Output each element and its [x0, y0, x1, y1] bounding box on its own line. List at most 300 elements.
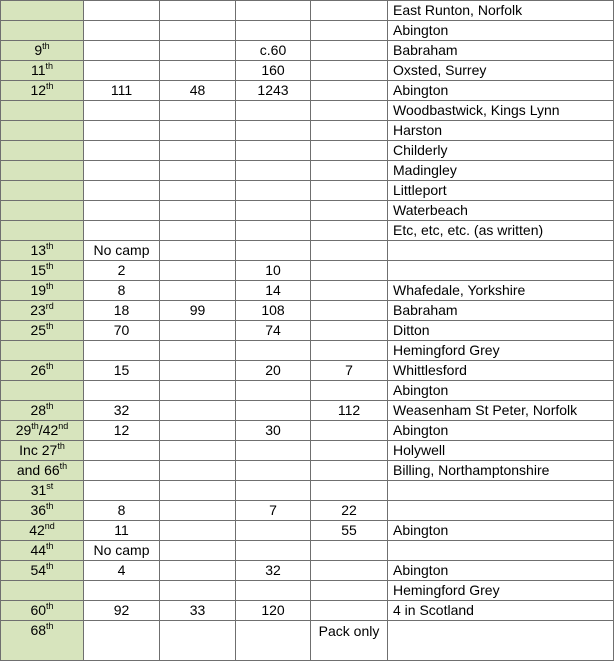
count-cell-3 — [236, 141, 311, 161]
place-name: Billing, Northamptonshire — [393, 462, 550, 478]
day-cell — [1, 221, 84, 241]
day-cell — [1, 421, 84, 441]
day-cell — [1, 141, 84, 161]
day-cell — [1, 201, 84, 221]
place-cell — [388, 541, 614, 561]
cell-value: 4 — [117, 562, 126, 578]
count-cell-4 — [311, 581, 388, 601]
count-cell-2 — [160, 581, 236, 601]
count-cell-4 — [311, 361, 388, 381]
cell-value: 160 — [261, 62, 285, 78]
cell-value: 32 — [265, 562, 281, 578]
day-cell — [1, 161, 84, 181]
count-cell-3 — [236, 521, 311, 541]
day-number: 29 — [15, 422, 32, 438]
cell-value: 108 — [261, 302, 285, 318]
cell-value: 92 — [113, 602, 130, 618]
table-row — [1, 241, 614, 261]
count-cell-2 — [160, 501, 236, 521]
place-cell — [388, 381, 614, 401]
cell-value: 1243 — [257, 82, 289, 98]
place-cell — [388, 161, 614, 181]
count-cell-1 — [84, 561, 160, 581]
count-cell-1 — [84, 541, 160, 561]
count-cell-3 — [236, 181, 311, 201]
ordinal-suffix: th — [45, 61, 54, 71]
place-cell — [388, 41, 614, 61]
day-cell — [1, 541, 84, 561]
day-number: /42 — [38, 422, 59, 438]
cell-value: 7 — [345, 362, 353, 378]
table-row — [1, 461, 614, 481]
count-cell-4 — [311, 521, 388, 541]
day-number: 28 — [30, 402, 47, 418]
day-cell — [1, 401, 84, 421]
place-name: Abington — [393, 522, 449, 538]
count-cell-2 — [160, 441, 236, 461]
place-cell — [388, 421, 614, 441]
place-cell — [388, 121, 614, 141]
count-cell-3 — [236, 261, 311, 281]
ordinal-suffix: th — [59, 461, 68, 471]
day-cell — [1, 121, 84, 141]
count-cell-4 — [311, 301, 388, 321]
count-cell-1 — [84, 521, 160, 541]
place-name: Whittlesford — [393, 362, 467, 378]
table-row — [1, 61, 614, 81]
place-name: Babraham — [393, 302, 458, 318]
count-cell-3 — [236, 1, 311, 21]
count-cell-1 — [84, 61, 160, 81]
cell-value: 12 — [113, 422, 130, 438]
cell-value: 2 — [117, 262, 126, 278]
count-cell-1 — [84, 201, 160, 221]
place-name: Etc, etc, etc. (as written) — [393, 222, 544, 238]
place-cell — [388, 1, 614, 21]
count-cell-1 — [84, 461, 160, 481]
count-cell-2 — [160, 261, 236, 281]
table-row — [1, 261, 614, 281]
cell-value: 99 — [189, 302, 206, 318]
place-name: Abington — [393, 562, 449, 578]
table-row — [1, 581, 614, 601]
count-cell-4 — [311, 621, 388, 661]
day-number: 60 — [30, 602, 47, 618]
place-name: Abington — [393, 382, 449, 398]
ordinal-suffix: th — [46, 541, 54, 551]
table-row — [1, 101, 614, 121]
place-cell — [388, 181, 614, 201]
cell-value: 8 — [117, 282, 126, 298]
count-cell-2 — [160, 221, 236, 241]
cell-value: 11 — [114, 522, 129, 538]
day-cell — [1, 101, 84, 121]
cell-value: 111 — [110, 82, 133, 98]
ordinal-suffix: rd — [45, 301, 54, 311]
place-cell — [388, 361, 614, 381]
cell-value: 14 — [265, 282, 281, 298]
ordinal-suffix: th — [46, 361, 54, 371]
count-cell-3 — [236, 481, 311, 501]
cell-value: 7 — [269, 502, 277, 518]
ordinal-suffix: nd — [44, 521, 55, 531]
count-cell-2 — [160, 321, 236, 341]
count-cell-2 — [160, 461, 236, 481]
cell-value: 8 — [117, 502, 126, 518]
place-cell — [388, 501, 614, 521]
count-cell-1 — [84, 81, 160, 101]
count-cell-4 — [311, 141, 388, 161]
count-cell-2 — [160, 301, 236, 321]
place-name: Waterbeach — [393, 202, 468, 218]
ordinal-suffix: th — [46, 81, 54, 91]
place-cell — [388, 401, 614, 421]
count-cell-2 — [160, 521, 236, 541]
count-cell-4 — [311, 461, 388, 481]
place-cell — [388, 321, 614, 341]
count-cell-2 — [160, 81, 236, 101]
count-cell-1 — [84, 321, 160, 341]
day-number: 12 — [30, 82, 47, 98]
place-cell — [388, 21, 614, 41]
count-cell-1 — [84, 261, 160, 281]
day-cell — [1, 241, 84, 261]
count-cell-2 — [160, 161, 236, 181]
place-name: Woodbastwick, Kings Lynn — [393, 102, 560, 118]
day-cell — [1, 521, 84, 541]
count-cell-3 — [236, 241, 311, 261]
count-cell-4 — [311, 1, 388, 21]
count-cell-4 — [311, 61, 388, 81]
day-cell — [1, 621, 84, 661]
table-row — [1, 281, 614, 301]
table-row — [1, 541, 614, 561]
count-cell-2 — [160, 121, 236, 141]
ordinal-suffix: nd — [58, 421, 69, 431]
cell-value: 112 — [337, 402, 361, 418]
day-number: 9 — [34, 42, 43, 58]
count-cell-1 — [84, 481, 160, 501]
count-cell-1 — [84, 41, 160, 61]
day-cell — [1, 501, 84, 521]
day-number: 23 — [30, 302, 46, 318]
day-cell — [1, 261, 84, 281]
day-cell — [1, 481, 84, 501]
place-name: Abington — [393, 82, 449, 98]
count-cell-2 — [160, 541, 236, 561]
place-name: Holywell — [393, 442, 446, 458]
count-cell-2 — [160, 101, 236, 121]
count-cell-3 — [236, 461, 311, 481]
count-cell-1 — [84, 1, 160, 21]
table-row — [1, 421, 614, 441]
table-row — [1, 181, 614, 201]
cell-value: 120 — [261, 602, 285, 618]
count-cell-2 — [160, 1, 236, 21]
day-cell — [1, 341, 84, 361]
ordinal-suffix: th — [46, 261, 54, 271]
place-cell — [388, 561, 614, 581]
cell-value: 10 — [265, 262, 281, 278]
place-cell — [388, 441, 614, 461]
table-row — [1, 341, 614, 361]
count-cell-1 — [84, 221, 160, 241]
count-cell-2 — [160, 281, 236, 301]
count-cell-4 — [311, 261, 388, 281]
day-cell — [1, 561, 84, 581]
count-cell-3 — [236, 581, 311, 601]
ordinal-suffix: th — [46, 601, 54, 611]
count-cell-2 — [160, 621, 236, 661]
count-cell-2 — [160, 421, 236, 441]
day-cell — [1, 21, 84, 41]
cell-value: 74 — [265, 322, 281, 338]
ordinal-suffix: th — [42, 41, 50, 51]
day-number: 15 — [30, 262, 47, 278]
count-cell-1 — [84, 421, 160, 441]
cell-value: 32 — [113, 402, 130, 418]
place-cell — [388, 341, 614, 361]
count-cell-3 — [236, 41, 311, 61]
place-name: Madingley — [393, 162, 457, 178]
place-cell — [388, 81, 614, 101]
count-cell-1 — [84, 501, 160, 521]
count-cell-3 — [236, 621, 311, 661]
count-cell-1 — [84, 121, 160, 141]
ordinal-suffix: th — [46, 401, 54, 411]
ordinal-suffix: th — [46, 321, 54, 331]
cell-value: 18 — [113, 302, 130, 318]
place-cell — [388, 301, 614, 321]
table-row — [1, 521, 614, 541]
count-cell-3 — [236, 321, 311, 341]
count-cell-1 — [84, 341, 160, 361]
table-row — [1, 301, 614, 321]
count-cell-4 — [311, 81, 388, 101]
cell-value: 15 — [113, 362, 130, 378]
ordinal-suffix: th — [46, 501, 54, 511]
day-number: 54 — [30, 562, 47, 578]
place-name: Abington — [393, 22, 449, 38]
place-name: Littleport — [393, 182, 447, 198]
day-number: 42 — [29, 522, 45, 538]
table-row — [1, 161, 614, 181]
count-cell-1 — [84, 621, 160, 661]
day-number: 13 — [30, 242, 47, 258]
table-row — [1, 41, 614, 61]
place-name: 4 in Scotland — [393, 602, 474, 618]
count-cell-4 — [311, 281, 388, 301]
count-cell-4 — [311, 441, 388, 461]
table-row — [1, 601, 614, 621]
count-cell-3 — [236, 361, 311, 381]
count-cell-1 — [84, 401, 160, 421]
place-name: Babraham — [393, 42, 458, 58]
day-number: 19 — [30, 282, 47, 298]
table-row — [1, 321, 614, 341]
place-cell — [388, 221, 614, 241]
count-cell-3 — [236, 561, 311, 581]
count-cell-4 — [311, 181, 388, 201]
table-row — [1, 201, 614, 221]
place-cell — [388, 241, 614, 261]
day-cell — [1, 361, 84, 381]
day-cell — [1, 61, 84, 81]
count-cell-2 — [160, 341, 236, 361]
count-cell-4 — [311, 321, 388, 341]
day-number: 36 — [30, 502, 47, 518]
count-cell-4 — [311, 41, 388, 61]
place-name: East Runton, Norfolk — [393, 2, 523, 18]
count-cell-2 — [160, 601, 236, 621]
cell-value: No camp — [93, 542, 150, 558]
table-row — [1, 361, 614, 381]
place-name: Harston — [393, 122, 443, 138]
cell-value: 22 — [341, 502, 357, 518]
count-cell-3 — [236, 441, 311, 461]
count-cell-3 — [236, 301, 311, 321]
count-cell-4 — [311, 421, 388, 441]
cell-value: 30 — [265, 422, 281, 438]
ordinal-suffix: th — [46, 241, 54, 251]
place-name: Hemingford Grey — [393, 342, 500, 358]
count-cell-4 — [311, 401, 388, 421]
day-cell — [1, 281, 84, 301]
count-cell-1 — [84, 101, 160, 121]
count-cell-2 — [160, 401, 236, 421]
count-cell-4 — [311, 221, 388, 241]
table-row — [1, 21, 614, 41]
count-cell-1 — [84, 241, 160, 261]
count-cell-4 — [311, 201, 388, 221]
count-cell-1 — [84, 601, 160, 621]
cell-value: 55 — [341, 522, 357, 538]
count-cell-1 — [84, 581, 160, 601]
cell-value: 33 — [189, 602, 206, 618]
table-row — [1, 1, 614, 21]
ordinal-suffix: st — [46, 481, 54, 491]
place-cell — [388, 201, 614, 221]
count-cell-1 — [84, 21, 160, 41]
day-cell — [1, 181, 84, 201]
count-cell-3 — [236, 121, 311, 141]
place-name: Childerly — [393, 142, 448, 158]
count-cell-3 — [236, 401, 311, 421]
place-cell — [388, 101, 614, 121]
count-cell-2 — [160, 21, 236, 41]
count-cell-1 — [84, 181, 160, 201]
count-cell-1 — [84, 441, 160, 461]
count-cell-2 — [160, 381, 236, 401]
count-cell-2 — [160, 141, 236, 161]
count-cell-1 — [84, 301, 160, 321]
day-cell — [1, 601, 84, 621]
ordinal-suffix: th — [57, 441, 65, 451]
count-cell-4 — [311, 381, 388, 401]
place-name: Ditton — [393, 322, 430, 338]
day-number: 31 — [30, 482, 47, 498]
table-row — [1, 501, 614, 521]
count-cell-2 — [160, 481, 236, 501]
table-row — [1, 561, 614, 581]
count-cell-4 — [311, 101, 388, 121]
cell-value: 48 — [189, 82, 206, 98]
count-cell-4 — [311, 21, 388, 41]
count-cell-4 — [311, 561, 388, 581]
count-cell-4 — [311, 601, 388, 621]
place-name: Abington — [393, 422, 449, 438]
count-cell-1 — [84, 361, 160, 381]
day-cell — [1, 81, 84, 101]
count-cell-3 — [236, 281, 311, 301]
cell-value: 70 — [113, 322, 130, 338]
count-cell-3 — [236, 21, 311, 41]
count-cell-4 — [311, 481, 388, 501]
table-body — [1, 1, 614, 661]
count-cell-2 — [160, 41, 236, 61]
table-row — [1, 121, 614, 141]
count-cell-2 — [160, 241, 236, 261]
table-row — [1, 481, 614, 501]
place-cell — [388, 521, 614, 541]
count-cell-1 — [84, 281, 160, 301]
count-cell-3 — [236, 501, 311, 521]
count-cell-4 — [311, 541, 388, 561]
count-cell-2 — [160, 361, 236, 381]
place-cell — [388, 481, 614, 501]
count-cell-3 — [236, 381, 311, 401]
count-cell-3 — [236, 161, 311, 181]
cell-value: 20 — [265, 362, 281, 378]
ordinal-suffix: th — [46, 281, 54, 291]
ordinal-suffix: th — [46, 561, 54, 571]
count-cell-4 — [311, 341, 388, 361]
day-number: and 66 — [16, 462, 60, 478]
count-cell-4 — [311, 241, 388, 261]
count-cell-3 — [236, 101, 311, 121]
day-cell — [1, 581, 84, 601]
place-cell — [388, 281, 614, 301]
count-cell-1 — [84, 161, 160, 181]
count-cell-4 — [311, 121, 388, 141]
count-cell-3 — [236, 541, 311, 561]
day-cell — [1, 41, 84, 61]
table-row — [1, 381, 614, 401]
place-cell — [388, 621, 614, 661]
day-number: Inc 27 — [19, 442, 58, 458]
cell-value: No camp — [93, 242, 150, 258]
day-cell — [1, 301, 84, 321]
count-cell-4 — [311, 501, 388, 521]
count-cell-2 — [160, 561, 236, 581]
day-cell — [1, 381, 84, 401]
count-cell-3 — [236, 221, 311, 241]
day-cell — [1, 321, 84, 341]
day-number: 25 — [30, 322, 47, 338]
place-name: Oxsted, Surrey — [393, 62, 487, 78]
table-row — [1, 81, 614, 101]
count-cell-4 — [311, 161, 388, 181]
day-number: 68 — [30, 622, 47, 638]
table-row — [1, 621, 614, 661]
day-cell — [1, 461, 84, 481]
count-cell-3 — [236, 81, 311, 101]
place-cell — [388, 61, 614, 81]
place-cell — [388, 141, 614, 161]
place-name: Hemingford Grey — [393, 582, 500, 598]
day-number: 11 — [30, 62, 46, 78]
count-cell-2 — [160, 201, 236, 221]
